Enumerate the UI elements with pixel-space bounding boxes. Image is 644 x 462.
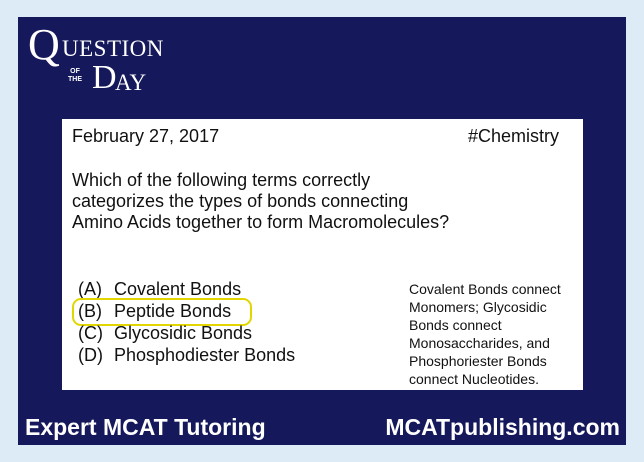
explanation-line: connect Nucleotides. [409, 371, 539, 387]
answer-text: Phosphodiester Bonds [114, 345, 296, 365]
explanation-line: Bonds connect [409, 317, 502, 333]
question-line: categorizes the types of bonds connecting [72, 191, 409, 211]
answer-option-c [78, 322, 388, 344]
answer-letter: (D) [78, 345, 103, 365]
footer-website: MCATpublishing.com [385, 414, 620, 440]
answer-text: Covalent Bonds [114, 279, 242, 299]
answer-option-b-correct [78, 300, 388, 322]
question-date: February 27, 2017 [72, 126, 220, 146]
logo-the-text: THE [68, 76, 82, 83]
logo-of-text: OF [70, 68, 80, 75]
answer-option-d [78, 344, 388, 366]
answer-letter: (C) [78, 323, 103, 343]
logo-q-letter: Q [28, 20, 60, 69]
question-card [62, 119, 583, 390]
answer-letter: (A) [78, 279, 102, 299]
explanation-line: Monosaccharides, and [409, 335, 550, 351]
logo-d-letter: D [92, 59, 117, 96]
logo-of-the [61, 68, 89, 84]
explanation-line: Monomers; Glycosidic [409, 299, 547, 315]
explanation-line: Phosphoriester Bonds [409, 353, 547, 369]
question-of-the-day-frame [18, 17, 626, 445]
logo-question-text: UESTION [62, 36, 164, 61]
answer-option-a [78, 278, 388, 300]
answer-explanation [409, 280, 585, 388]
footer-tagline: Expert MCAT Tutoring [25, 414, 266, 440]
logo-day-text: AY [115, 70, 147, 95]
explanation-line: Covalent Bonds connect [409, 281, 561, 297]
question-line: Which of the following terms correctly [72, 170, 371, 190]
question-line: Amino Acids together to form Macromolecules? [72, 212, 450, 232]
subject-hashtag: #Chemistry [467, 126, 559, 146]
answer-list [78, 278, 388, 366]
answer-letter: (B) [78, 301, 102, 321]
question-of-the-day-logo [28, 20, 188, 105]
answer-text: Peptide Bonds [114, 301, 232, 321]
answer-text: Glycosidic Bonds [114, 323, 253, 343]
question-text [72, 170, 492, 233]
